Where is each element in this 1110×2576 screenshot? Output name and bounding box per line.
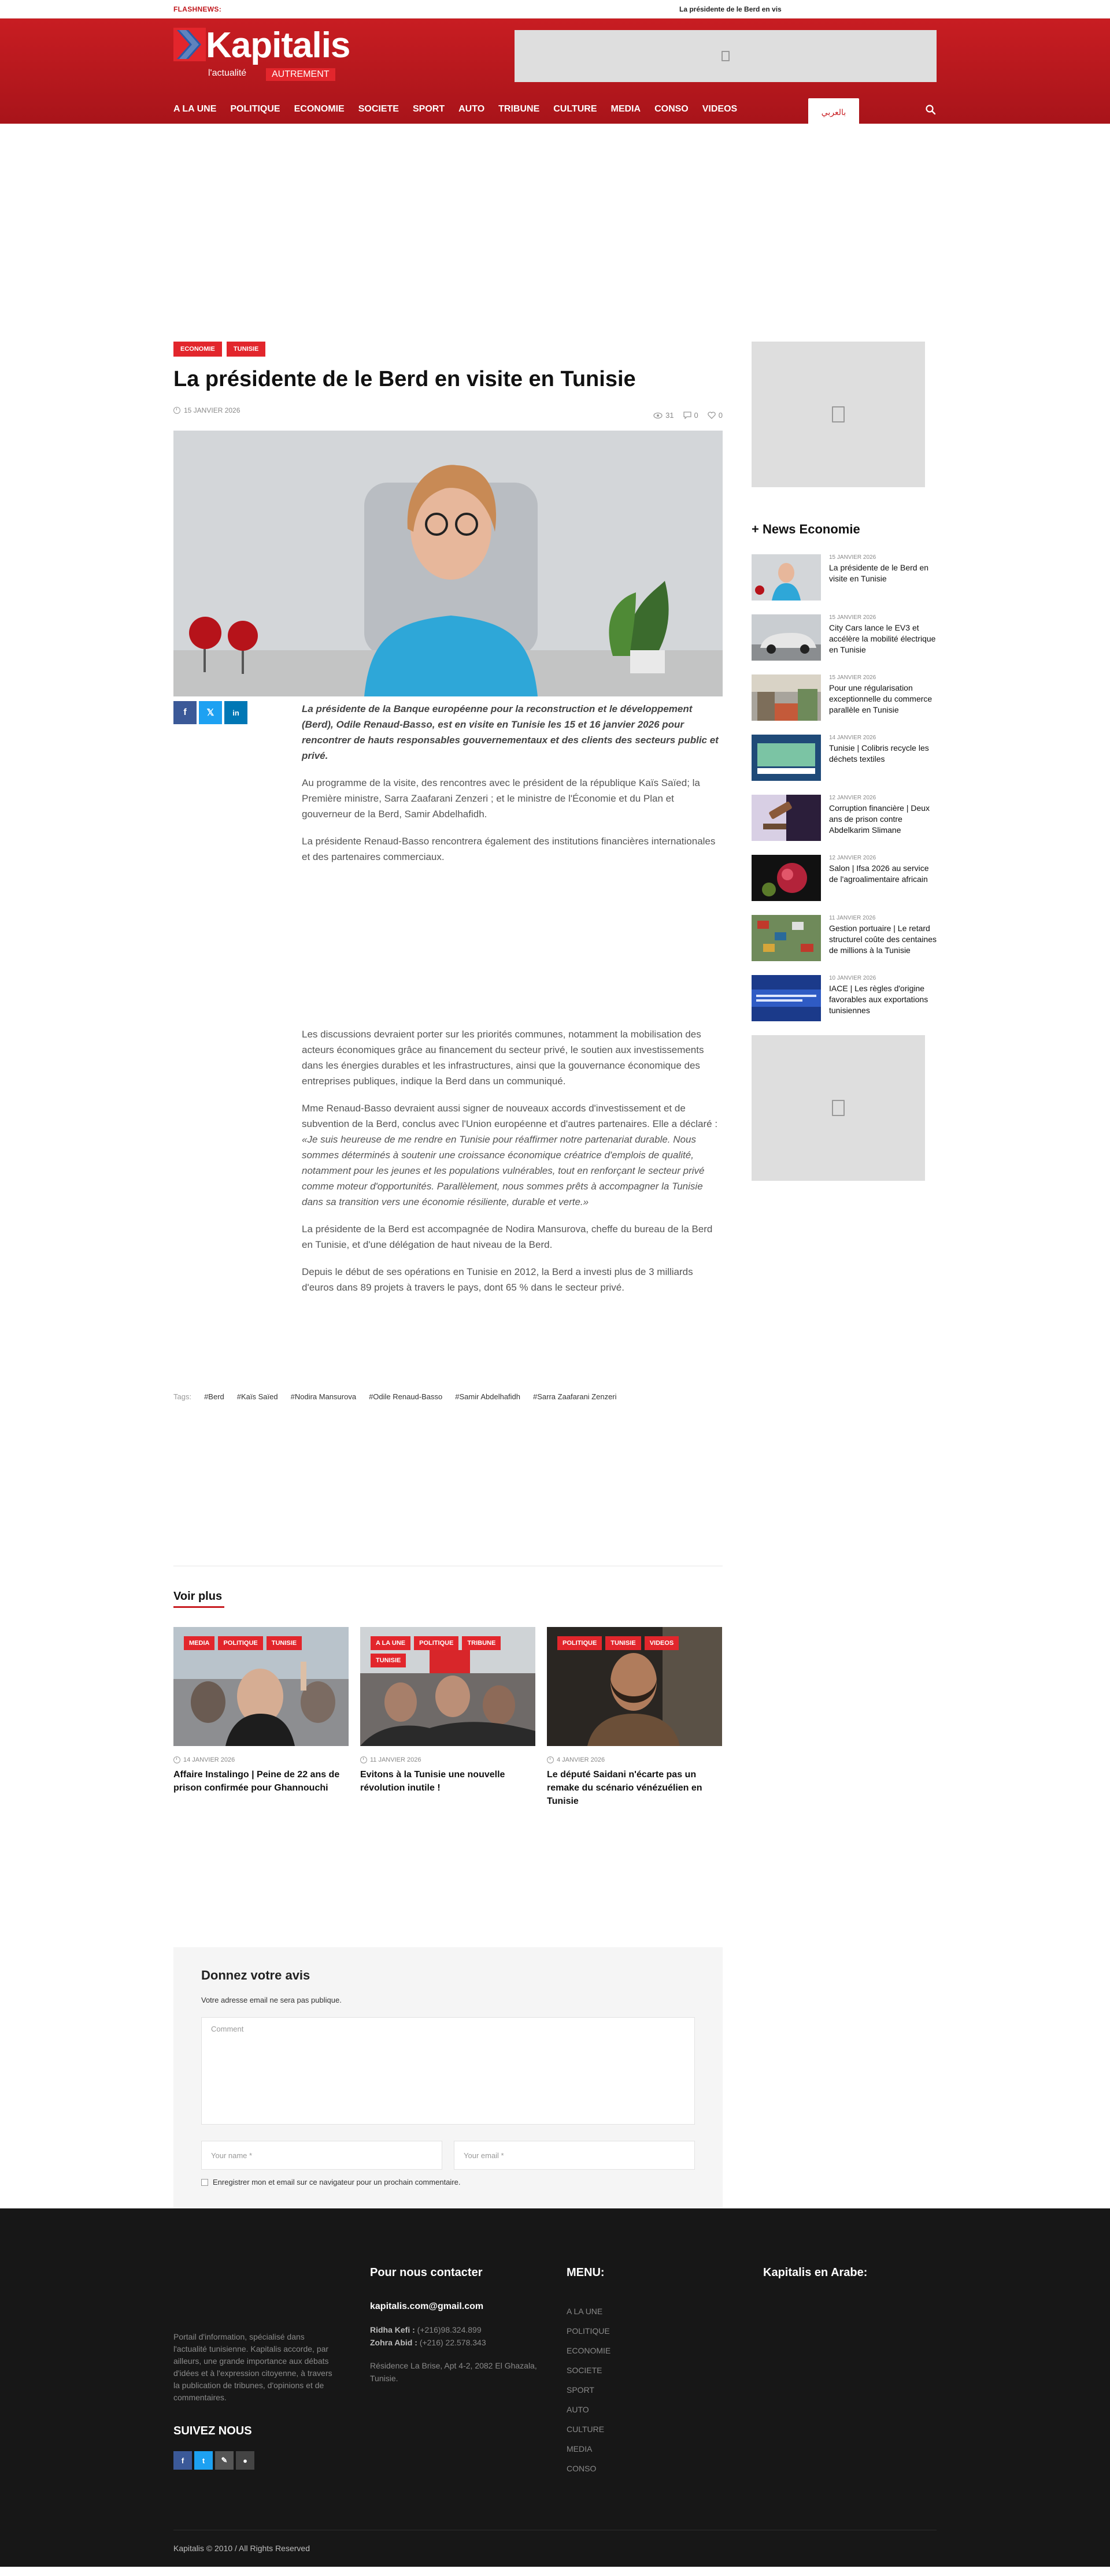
related-card-categories bbox=[371, 1636, 527, 1667]
nav-item-conso[interactable]: CONSO bbox=[654, 104, 689, 114]
footer-arabic bbox=[763, 2266, 937, 2280]
category-badge[interactable]: POLITIQUE bbox=[218, 1636, 262, 1650]
logo-tagline: l'actualité bbox=[208, 68, 247, 78]
related-card-image[interactable] bbox=[547, 1627, 722, 1746]
voir-plus-underline bbox=[173, 1606, 224, 1608]
site-header bbox=[0, 18, 1110, 124]
thumb-photo bbox=[752, 975, 821, 1021]
article-paragraph: Au programme de la visite, des rencontres avec le président de la république Kaïs Saïed; la Première ministre, Sarra Zaafarani Zenzeri ; et le ministre de l'Économie et du Plan et gouverneur de la Berd, Samir Abdelhafidh. bbox=[302, 777, 700, 820]
views-stat bbox=[653, 411, 674, 420]
article-lead: La présidente de la Banque européenne pour la reconstruction et le développement (Berd), Odile Renaud-Basso, est en visite en Tunisie les 15 et 16 janvier 2026 pour rencontrer de hauts responsables gouvernementaux et des clients des secteurs public et privé. bbox=[302, 703, 719, 761]
comments-count: 0 bbox=[694, 411, 698, 420]
sidebar-news-title[interactable]: Corruption financière | Deux ans de prison contre Abdelkarim Slimane bbox=[829, 803, 930, 835]
eye-icon bbox=[653, 412, 663, 419]
footer-social-links bbox=[173, 2451, 254, 2470]
comment-form-fields bbox=[201, 2141, 695, 2170]
footer-menu-item[interactable]: SPORT bbox=[567, 2385, 594, 2395]
sidebar-news-text bbox=[829, 554, 937, 602]
comment-textarea[interactable]: Comment bbox=[201, 2017, 695, 2125]
views-count: 31 bbox=[665, 411, 674, 420]
category-badge[interactable]: A LA UNE bbox=[371, 1636, 410, 1650]
clock-icon bbox=[360, 1756, 367, 1763]
logo-arrow-icon bbox=[173, 28, 206, 61]
clock-icon bbox=[173, 1756, 180, 1763]
sidebar-news-title[interactable]: Salon | Ifsa 2026 au service de l'agroalimentaire africain bbox=[829, 863, 929, 884]
related-articles bbox=[173, 1627, 723, 1808]
heart-icon bbox=[708, 412, 716, 419]
related-card-title[interactable]: Affaire Instalingo | Peine de 22 ans de prison confirmée pour Ghannouchi bbox=[173, 1770, 340, 1793]
comment-form-title: Donnez votre avis bbox=[201, 1968, 310, 1982]
article-paragraph: Les discussions devraient porter sur les priorités communes, notamment la mobilisation des acteurs économiques grâce au financement du secteur privé, le soutien aux investissements dans les énergies durables et les infrastructures, ainsi que la gouvernance économique des entreprises publiques, indique la Berd dans un communiqué. bbox=[302, 1029, 704, 1087]
sidebar-news-list bbox=[752, 554, 937, 1022]
sidebar-news-date: 14 JANVIER 2026 bbox=[829, 735, 876, 741]
article-date bbox=[173, 406, 240, 414]
sidebar-news-title[interactable]: Gestion portuaire | Le retard structurel coûte des centaines de millions à la Tunisie bbox=[829, 924, 937, 955]
footer-menu-item[interactable]: MEDIA bbox=[567, 2444, 593, 2453]
footer-copyright: Kapitalis © 2010 / All Rights Reserved bbox=[173, 2544, 310, 2553]
footer-address: Résidence La Brise, Apt 4-2, 2082 El Ghazala, Tunisie. bbox=[370, 2361, 537, 2383]
sidebar-news-item[interactable] bbox=[752, 554, 937, 602]
nav-item-politique[interactable]: POLITIQUE bbox=[230, 104, 280, 114]
image-placeholder-icon bbox=[832, 1100, 845, 1116]
article-stats bbox=[653, 411, 723, 420]
nav-item-auto[interactable]: AUTO bbox=[458, 104, 485, 114]
sidebar-news-title[interactable]: Pour une régularisation exceptionnelle du commerce parallèle en Tunisie bbox=[829, 683, 933, 714]
related-card-title[interactable]: Evitons à la Tunisie une nouvelle révolution inutile ! bbox=[360, 1770, 505, 1793]
content-area bbox=[173, 342, 937, 2208]
sidebar-news-thumb[interactable] bbox=[752, 674, 821, 721]
footer-menu-item[interactable]: AUTO bbox=[567, 2405, 589, 2414]
category-badge[interactable]: MEDIA bbox=[184, 1636, 214, 1650]
article-meta bbox=[173, 406, 723, 418]
footer-contact bbox=[370, 2266, 543, 2385]
remember-me-checkbox[interactable] bbox=[201, 2179, 208, 2186]
tag-link[interactable]: #Nodira Mansurova bbox=[290, 1392, 357, 1401]
sidebar-news-thumb[interactable] bbox=[752, 855, 821, 901]
article-paragraph: Depuis le début de ses opérations en Tunisie en 2012, la Berd a investi plus de 3 milliards d'euros dans 89 projets à travers le pays, dont 65 % dans le secteur privé. bbox=[302, 1266, 693, 1293]
main-nav bbox=[173, 95, 937, 124]
sidebar-ad[interactable] bbox=[752, 342, 925, 487]
sidebar-news-item[interactable] bbox=[752, 855, 937, 902]
category-badge[interactable]: TRIBUNE bbox=[462, 1636, 501, 1650]
article-paragraph: La présidente de la Berd est accompagnée de Nodira Mansurova, cheffe du bureau de la Berd en Tunisie, et d'une délégation de haut niveau de la Berd. bbox=[302, 1224, 713, 1250]
email-input[interactable]: Your email * bbox=[454, 2141, 695, 2170]
article-date-text: 15 JANVIER 2026 bbox=[184, 406, 240, 414]
footer-follow-title: SUIVEZ NOUS bbox=[173, 2425, 252, 2437]
nav-item-societe[interactable]: SOCIETE bbox=[358, 104, 399, 114]
sidebar-news-thumb[interactable] bbox=[752, 975, 821, 1021]
article-paragraph bbox=[302, 1100, 723, 1210]
sidebar-news-date: 10 JANVIER 2026 bbox=[829, 975, 876, 981]
footer-menu-item[interactable]: SOCIETE bbox=[567, 2366, 602, 2375]
flashnews-bar bbox=[0, 0, 1110, 18]
footer-phones bbox=[370, 2323, 543, 2349]
facebook-icon[interactable]: f bbox=[173, 2451, 192, 2470]
category-badge[interactable]: TUNISIE bbox=[267, 1636, 302, 1650]
remember-me-row bbox=[201, 2178, 695, 2186]
article-hero-image bbox=[173, 431, 723, 696]
sidebar bbox=[752, 342, 937, 1181]
clock-icon bbox=[173, 407, 180, 414]
category-badge[interactable]: POLITIQUE bbox=[414, 1636, 458, 1650]
sidebar-section-title: + News Economie bbox=[752, 522, 860, 536]
article-tags bbox=[173, 1392, 617, 1401]
x-share-button[interactable]: 𝕏 bbox=[199, 701, 222, 724]
remember-me-label: Enregistrer mon et email sur ce navigateur pour un prochain commentaire. bbox=[213, 2178, 461, 2186]
related-card[interactable] bbox=[173, 1627, 349, 1808]
sidebar-news-item[interactable] bbox=[752, 735, 937, 782]
nav-item-culture[interactable]: CULTURE bbox=[553, 104, 597, 114]
image-placeholder-icon bbox=[722, 51, 730, 61]
category-badge[interactable]: ECONOMIE bbox=[173, 342, 222, 357]
tag-link[interactable]: #Kaïs Saïed bbox=[236, 1392, 278, 1401]
related-card-date-text: 4 JANVIER 2026 bbox=[557, 1756, 605, 1763]
footer-email[interactable]: kapitalis.com@gmail.com bbox=[370, 2301, 484, 2311]
category-badge[interactable]: TUNISIE bbox=[227, 342, 265, 357]
sidebar-news-title[interactable]: Tunisie | Colibris recycle les déchets textiles bbox=[829, 743, 929, 763]
contact-name: Ridha Kefi : bbox=[370, 2325, 415, 2334]
sidebar-news-thumb[interactable] bbox=[752, 614, 821, 661]
related-card-date bbox=[547, 1756, 722, 1763]
sidebar-news-date: 12 JANVIER 2026 bbox=[829, 855, 876, 861]
category-badge[interactable]: TUNISIE bbox=[605, 1636, 641, 1650]
sidebar-news-date: 15 JANVIER 2026 bbox=[829, 674, 876, 681]
comment-form-note: Votre adresse email ne sera pas publique. bbox=[201, 1996, 342, 2004]
sidebar-news-date: 11 JANVIER 2026 bbox=[829, 915, 876, 921]
name-input[interactable]: Your name * bbox=[201, 2141, 442, 2170]
sidebar-news-item[interactable] bbox=[752, 795, 937, 842]
sidebar-news-item[interactable] bbox=[752, 614, 937, 662]
sidebar-news-item[interactable] bbox=[752, 915, 937, 962]
sidebar-news-text bbox=[829, 795, 937, 842]
sidebar-ad[interactable] bbox=[752, 1035, 925, 1181]
thumb-photo bbox=[752, 674, 821, 721]
article-body bbox=[302, 701, 723, 1307]
site-footer bbox=[0, 2208, 1110, 2567]
comments-stat[interactable] bbox=[683, 411, 698, 420]
linkedin-share-button[interactable]: in bbox=[224, 701, 247, 724]
footer-arabic-title[interactable]: Kapitalis en Arabe: bbox=[763, 2266, 868, 2279]
sidebar-news-thumb[interactable] bbox=[752, 915, 821, 961]
tag-link[interactable]: #Odile Renaud-Basso bbox=[369, 1392, 443, 1401]
article-paragraph: La présidente Renaud-Basso rencontrera également des institutions financières internationales et des partenaires commerciaux. bbox=[302, 836, 716, 862]
related-card-image[interactable] bbox=[360, 1627, 535, 1746]
sidebar-news-date: 15 JANVIER 2026 bbox=[829, 614, 876, 621]
category-badge[interactable]: TUNISIE bbox=[371, 1654, 406, 1667]
flashnews-ticker[interactable]: La présidente de le Berd en vis bbox=[679, 5, 782, 13]
footer-about: Portail d'information, spécialisé dans l'actualité tunisienne. Kapitalis accorde, par ailleurs, une grande importance aux débats d'idées et à l'expression citoyenne, à travers la publication de tribunes, d'opinions et de commentaires. bbox=[173, 2332, 332, 2402]
sidebar-news-text bbox=[829, 975, 937, 1022]
nav-item-economie[interactable]: ECONOMIE bbox=[294, 104, 345, 114]
edit-icon[interactable]: ✎ bbox=[215, 2451, 234, 2470]
comment-icon bbox=[683, 412, 691, 419]
footer-menu-item[interactable]: ECONOMIE bbox=[567, 2346, 611, 2355]
top-ad-space bbox=[0, 124, 1110, 342]
nav-item-a-la-une[interactable]: A LA UNE bbox=[173, 104, 217, 114]
footer-menu-title: MENU: bbox=[567, 2266, 605, 2279]
article-main bbox=[173, 342, 723, 2186]
nav-item-tribune[interactable]: TRIBUNE bbox=[498, 104, 540, 114]
nav-item-videos[interactable]: VIDEOS bbox=[702, 104, 738, 114]
sidebar-news-title[interactable]: City Cars lance le EV3 et accélère la mobilité électrique en Tunisie bbox=[829, 623, 936, 654]
thumb-photo bbox=[752, 855, 821, 901]
sidebar-news-item[interactable] bbox=[752, 975, 937, 1022]
contact-name: Zohra Abid : bbox=[370, 2338, 417, 2347]
related-card-title[interactable]: Le député Saidani n'écarte pas un remake du scénario vénézuélien en Tunisie bbox=[547, 1770, 702, 1806]
inline-ad-space bbox=[302, 876, 723, 1026]
sidebar-news-date: 15 JANVIER 2026 bbox=[829, 554, 876, 561]
sidebar-news-text bbox=[829, 915, 937, 962]
thumb-photo bbox=[752, 735, 821, 781]
thumb-photo bbox=[752, 915, 821, 961]
article-categories bbox=[173, 342, 723, 357]
sidebar-news-date: 12 JANVIER 2026 bbox=[829, 795, 876, 801]
related-card-categories bbox=[184, 1636, 340, 1650]
sidebar-news-title[interactable]: IACE | Les règles d'origine favorables aux exportations tunisiennes bbox=[829, 984, 928, 1015]
likes-count: 0 bbox=[718, 411, 723, 420]
header-ad-banner[interactable] bbox=[515, 30, 937, 82]
sidebar-news-thumb[interactable] bbox=[752, 735, 821, 781]
footer-menu-item[interactable]: CONSO bbox=[567, 2464, 597, 2473]
related-card-image[interactable] bbox=[173, 1627, 349, 1746]
category-badge[interactable]: POLITIQUE bbox=[557, 1636, 602, 1650]
footer-menu-item[interactable]: A LA UNE bbox=[567, 2307, 603, 2316]
footer-menu-item[interactable]: POLITIQUE bbox=[567, 2326, 610, 2336]
facebook-share-button[interactable]: f bbox=[173, 701, 197, 724]
twitter-icon[interactable]: t bbox=[194, 2451, 213, 2470]
sidebar-news-text bbox=[829, 674, 937, 722]
article-paragraph-text: Mme Renaud-Basso devraient aussi signer de nouveaux accords d'investissement et de subvention de la Berd, conclus avec l'Union européenne et d'autres partenaires. Elle a déclaré : bbox=[302, 1103, 718, 1129]
tag-link[interactable]: #Berd bbox=[204, 1392, 224, 1401]
article-quote: «Je suis heureuse de me rendre en Tunisie pour réaffirmer notre partenariat durable. Nous sommes déterminés à soutenir une croissance économique créatrice d'emplois de qualité, notamment pour les jeunes et les populations vulnérables, tout en renforçant le secteur privé comme moteur d'opportunités. Parallèlement, nous sommes prêts à accompagner la Tunisie dans sa transition vers une économie résiliente, durable et verte.» bbox=[302, 1134, 705, 1207]
nav-item-media[interactable]: MEDIA bbox=[610, 104, 641, 114]
flashnews-label: FLASHNEWS: bbox=[173, 5, 221, 13]
sidebar-news-thumb[interactable] bbox=[752, 554, 821, 601]
footer-menu-item[interactable]: CULTURE bbox=[567, 2425, 605, 2434]
sidebar-news-text bbox=[829, 614, 937, 662]
related-card[interactable] bbox=[547, 1627, 722, 1808]
site-logo[interactable] bbox=[173, 25, 379, 83]
sidebar-news-text bbox=[829, 735, 937, 782]
tag-link[interactable]: #Samir Abdelhafidh bbox=[455, 1392, 521, 1401]
related-card-categories bbox=[557, 1636, 713, 1650]
thumb-photo bbox=[752, 614, 821, 661]
likes-stat[interactable] bbox=[708, 411, 723, 420]
search-icon[interactable] bbox=[925, 104, 937, 116]
sidebar-news-title[interactable]: La présidente de le Berd en visite en Tunisie bbox=[829, 563, 929, 583]
article-title: La présidente de le Berd en visite en Tunisie bbox=[173, 367, 636, 391]
voir-plus-title: Voir plus bbox=[173, 1590, 223, 1603]
hero-photo bbox=[173, 431, 723, 696]
sidebar-news-text bbox=[829, 855, 937, 902]
contact-phone[interactable]: (+216) 22.578.343 bbox=[419, 2338, 486, 2347]
logo-wordmark: Kapitalis bbox=[206, 25, 350, 65]
logo-tagline-highlight: AUTREMENT bbox=[266, 68, 335, 81]
footer-menu bbox=[567, 2266, 682, 2478]
related-card-date bbox=[173, 1756, 349, 1763]
related-card-date-text: 14 JANVIER 2026 bbox=[183, 1756, 235, 1763]
thumb-photo bbox=[752, 554, 821, 601]
related-card[interactable] bbox=[360, 1627, 535, 1808]
arabic-version-button[interactable]: بالعربي bbox=[808, 98, 859, 126]
image-placeholder-icon bbox=[832, 406, 845, 422]
share-buttons bbox=[173, 701, 247, 724]
sidebar-news-thumb[interactable] bbox=[752, 795, 821, 841]
chat-icon[interactable]: ● bbox=[236, 2451, 254, 2470]
nav-item-sport[interactable]: SPORT bbox=[412, 104, 445, 114]
footer-menu-list bbox=[567, 2301, 682, 2478]
related-card-date-text: 11 JANVIER 2026 bbox=[370, 1756, 421, 1763]
category-badge[interactable]: VIDEOS bbox=[645, 1636, 679, 1650]
sidebar-news-item[interactable] bbox=[752, 674, 937, 722]
contact-phone[interactable]: (+216)98.324.899 bbox=[417, 2325, 482, 2334]
tag-link[interactable]: #Sarra Zaafarani Zenzeri bbox=[533, 1392, 617, 1401]
tags-label: Tags: bbox=[173, 1392, 192, 1401]
clock-icon bbox=[547, 1756, 554, 1763]
footer-contact-title: Pour nous contacter bbox=[370, 2266, 483, 2279]
thumb-photo bbox=[752, 795, 821, 841]
related-card-date bbox=[360, 1756, 535, 1763]
